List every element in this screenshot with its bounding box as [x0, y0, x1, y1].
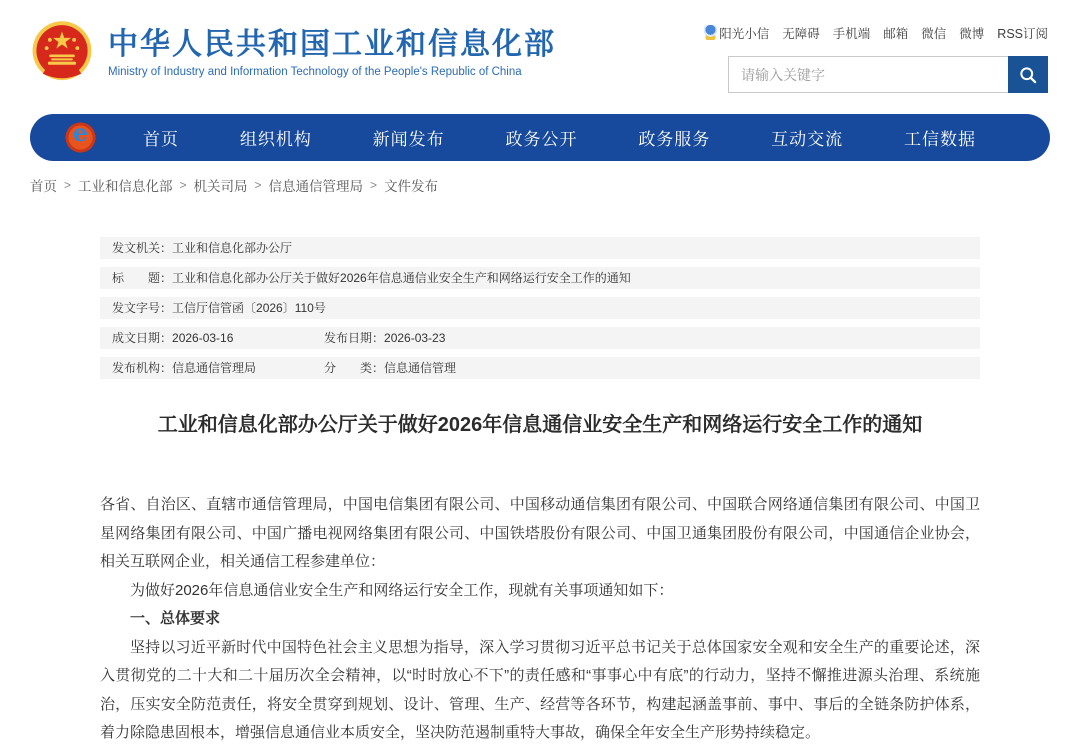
- meta-label: 发文机关：: [112, 241, 173, 255]
- top-utility-links: [719, 24, 1048, 42]
- paragraph-intro: 为做好2026年信息通信业安全生产和网络运行安全工作，现就有关事项通知如下：: [130, 581, 674, 599]
- meta-value: 2026-03-16: [172, 331, 234, 345]
- meta-value: 2026-03-23: [384, 331, 446, 345]
- meta-value: 工业和信息化部办公厅关于做好2026年信息通信业安全生产和网络运行安全工作的通知: [172, 271, 631, 285]
- meta-label: 分 类：: [324, 361, 385, 375]
- sunshine-link[interactable]: 阳光小信: [704, 24, 769, 42]
- meta-row-dates: [100, 327, 980, 349]
- search-button[interactable]: [1008, 56, 1048, 93]
- meta-value: 工信厅信管函〔2026〕110号: [172, 301, 326, 315]
- breadcrumb-separator: >: [370, 178, 378, 192]
- search-input[interactable]: [728, 56, 1008, 93]
- breadcrumb-item-home[interactable]: 首页: [30, 179, 57, 194]
- breadcrumb-separator: >: [64, 178, 72, 192]
- meta-label: 发布机构：: [112, 361, 173, 375]
- breadcrumb: [30, 175, 1050, 195]
- nav-item-gov-services[interactable]: 政务服务: [638, 130, 711, 149]
- national-emblem-logo: [30, 20, 94, 84]
- paragraph-recipients: 各省、自治区、直辖市通信管理局，中国电信集团有限公司、中国移动通信集团有限公司、中国联合网络通信集团有限公司、中国卫星网络集团有限公司、中国广播电视网络集团有限公司、中国铁塔股份有限公司、中国卫通集团股份有限公司，中国通信企业协会，相关互联网企业，相关通信工程参建单位：: [100, 496, 980, 570]
- search-bar: [728, 56, 1048, 93]
- breadcrumb-separator: >: [179, 178, 187, 192]
- search-icon: [1018, 65, 1038, 85]
- mascot-icon: [704, 25, 717, 40]
- main-nav: [30, 114, 1050, 161]
- meta-label: 发文字号：: [112, 301, 173, 315]
- document-body: [100, 491, 980, 748]
- accessibility-link[interactable]: 无障碍: [782, 27, 820, 41]
- nav-item-miit-data[interactable]: 工信数据: [903, 130, 976, 149]
- meta-label: 成文日期：: [112, 331, 173, 345]
- site-header: [0, 0, 1080, 108]
- nav-item-organization[interactable]: 组织机构: [239, 130, 312, 149]
- nav-item-home[interactable]: 首页: [143, 130, 179, 149]
- breadcrumb-item-info-comm-bureau[interactable]: 信息通信管理局: [268, 179, 364, 194]
- meta-row-title: [100, 267, 980, 289]
- meta-value: 信息通信管理: [384, 361, 457, 375]
- meta-value: 信息通信管理局: [172, 361, 257, 375]
- section1-body: 坚持以习近平新时代中国特色社会主义思想为指导，深入学习贯彻习近平总书记关于总体国家安全观和安全生产的重要论述，深入贯彻党的二十大和二十届历次全会精神，以“时时放心不下”的责任感和“事事心中有底”的行动力，坚持不懈推进源头治理、系统施治，压实安全防范责任，将安全贯穿到规划、设计、管理、生产、经营等各环节，构建起涵盖事前、事中、事后的全链条防护体系，着力除隐患固根本，增强信息通信业本质安全，坚决防范遏制重特大事故，确保全年安全生产形势持续稳定。: [100, 638, 980, 741]
- meta-label: 发布日期：: [324, 331, 385, 345]
- nav-item-interaction[interactable]: 互动交流: [771, 130, 844, 149]
- meta-row-doc-number: [100, 297, 980, 319]
- meta-row-issuing-office: [100, 237, 980, 259]
- breadcrumb-item-departments[interactable]: 机关司局: [193, 179, 248, 194]
- document-meta-table: [100, 237, 980, 379]
- section1-heading: 一、总体要求: [130, 610, 221, 627]
- wechat-link[interactable]: 微信: [921, 27, 947, 41]
- breadcrumb-item-miit[interactable]: 工业和信息化部: [78, 179, 173, 194]
- mail-link[interactable]: 邮箱: [883, 27, 909, 41]
- document-title: 工业和信息化部办公厅关于做好2026年信息通信业安全生产和网络运行安全工作的通知: [157, 414, 923, 436]
- nav-item-news[interactable]: 新闻发布: [372, 130, 445, 149]
- breadcrumb-separator: >: [254, 178, 262, 192]
- mobile-link[interactable]: 手机端: [832, 27, 871, 41]
- rss-link[interactable]: RSS订阅: [997, 27, 1048, 41]
- miit-gear-logo-icon: [64, 121, 97, 154]
- meta-value: 工业和信息化部办公厅: [172, 241, 293, 255]
- meta-row-org-category: [100, 357, 980, 379]
- site-subtitle: Ministry of Industry and Information Technology of the People's Republic of China: [108, 65, 522, 78]
- site-title: 中华人民共和国工业和信息化部: [108, 27, 556, 61]
- nav-item-gov-disclosure[interactable]: 政务公开: [505, 130, 578, 149]
- weibo-link[interactable]: 微博: [959, 27, 985, 41]
- breadcrumb-item-document-release[interactable]: 文件发布: [384, 179, 439, 194]
- meta-label: 标 题：: [112, 271, 173, 285]
